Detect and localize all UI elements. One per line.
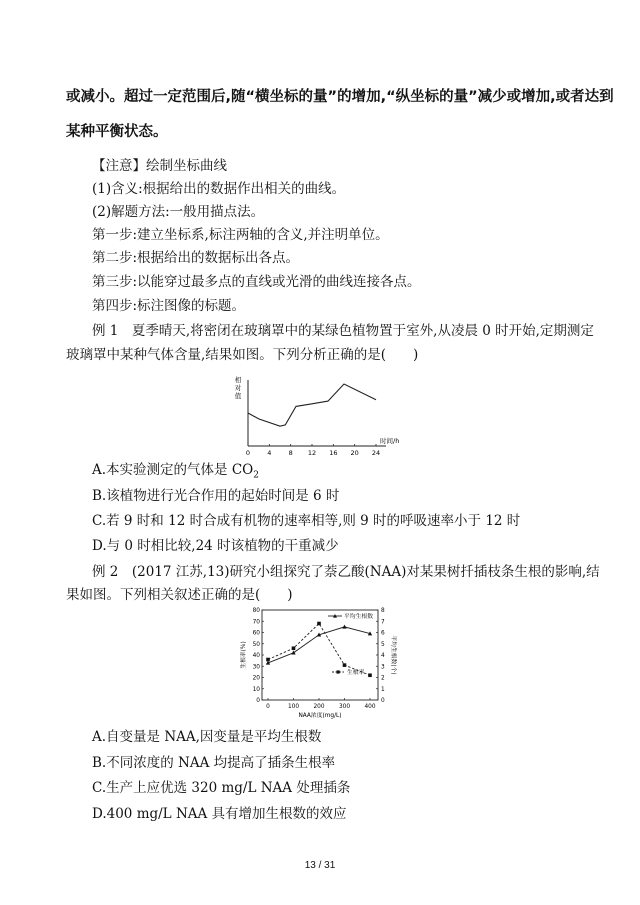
data-point-square <box>317 622 321 626</box>
step-2: 第二步:根据给出的数据标出各点。 <box>92 250 300 266</box>
series-line-1 <box>268 627 370 663</box>
y2-tick-label: 1 <box>381 686 385 693</box>
x-axis-label: 时间/h <box>380 437 400 445</box>
y-tick-label: 70 <box>252 619 260 626</box>
example1-line-1: 例 1 夏季晴天,将密闭在玻璃罩中的某绿色植物置于室外,从凌晨 0 时开始,定期测定 <box>92 323 594 339</box>
y-tick-label: 60 <box>252 630 260 637</box>
y2-tick-label: 4 <box>381 653 385 659</box>
x-tick-label: 4 <box>267 449 272 457</box>
x-tick-label: 300 <box>338 704 351 710</box>
y-axis-label-char: 对 <box>234 384 242 392</box>
x-tick-label: 16 <box>329 449 338 457</box>
y-tick-label: 40 <box>252 653 260 659</box>
y2-tick-label: 5 <box>381 641 385 648</box>
x-tick-label: 20 <box>350 449 359 457</box>
step-1: 第一步:建立坐标系,标注两轴的含义,并注明单位。 <box>92 227 389 243</box>
y-axis-label-char: 值 <box>234 392 242 400</box>
x-axis-label: NAA浓度(mg/L) <box>298 713 342 719</box>
example1-line-2: 玻璃罩中某种气体含量,结果如图。下列分析正确的是( ) <box>66 347 419 363</box>
data-point-square <box>292 646 296 650</box>
series-line-2 <box>268 624 370 676</box>
example2-option-d: D.400 mg/L NAA 具有增加生根数的效应 <box>92 806 347 822</box>
y2-tick-label: 3 <box>381 664 385 671</box>
x-tick-label: 12 <box>307 449 317 457</box>
example2-line-2: 果如图。下列相关叙述正确的是( ) <box>66 587 293 603</box>
series-line <box>248 384 376 426</box>
legend-label-1: 平均生根数 <box>344 614 373 620</box>
data-point-triangle <box>342 625 346 629</box>
x-tick-label: 200 <box>313 704 325 710</box>
x-tick-label: 400 <box>364 704 376 710</box>
y-tick-label: 30 <box>252 664 260 671</box>
y2-tick-label: 8 <box>381 608 385 614</box>
x-tick-label: 0 <box>266 704 270 710</box>
intro-line-2: 某种平衡状态。 <box>66 124 168 140</box>
data-point-square <box>368 673 372 677</box>
y-tick-label: 80 <box>252 608 260 614</box>
gas-content-chart <box>228 374 400 460</box>
x-tick-label: 0 <box>245 449 251 457</box>
data-point-square <box>343 663 347 667</box>
intro-line-1: 或减小。超过一定范围后,随“横坐标的量”的增加,“纵坐标的量”减少或增加,或者达到 <box>66 89 614 105</box>
naa-rooting-chart <box>236 604 406 722</box>
co2-subscript: 2 <box>253 470 259 481</box>
example1-option-c: C.若 9 时和 12 时合成有机物的速率相等,则 9 时的呼吸速率小于 12 时 <box>92 513 521 529</box>
example2-line-1: 例 2 (2017 江苏,13)研究小组探究了萘乙酸(NAA)对某果树扦插枝条生根的影响,结 <box>92 564 600 580</box>
y2-tick-label: 2 <box>381 675 385 682</box>
example2-option-a: A.自变量是 NAA,因变量是平均生根数 <box>92 729 322 745</box>
example1-option-a <box>92 461 259 485</box>
y2-axis-label: 平均生根数(个) <box>390 635 396 675</box>
legend-marker-square <box>337 670 340 673</box>
x-tick-label: 8 <box>288 449 293 457</box>
y2-tick-label: 7 <box>381 619 385 626</box>
y-tick-label: 20 <box>252 675 260 682</box>
data-point-triangle <box>291 651 295 655</box>
legend-label-2: 生根率 <box>347 670 365 676</box>
y2-tick-label: 0 <box>381 698 385 704</box>
y-tick-label: 50 <box>252 641 260 648</box>
meaning-line: (1)含义:根据给出的数据作出相关的曲线。 <box>92 181 346 197</box>
y-axis-label: 生根率(%) <box>241 641 247 669</box>
step-4: 第四步:标注图像的标题。 <box>92 298 246 314</box>
note-title: 【注意】绘制坐标曲线 <box>92 158 227 174</box>
method-line: (2)解题方法:一般用描点法。 <box>92 204 265 220</box>
example1-option-b: B.该植物进行光合作用的起始时间是 6 时 <box>92 488 340 504</box>
example2-option-c: C.生产上应优选 320 mg/L NAA 处理插条 <box>92 780 351 796</box>
y-tick-label: 0 <box>256 698 260 704</box>
y-axis-label-char: 相 <box>234 376 242 384</box>
step-3: 第三步:以能穿过最多点的直线或光滑的曲线连接各点。 <box>92 274 421 290</box>
example1-option-d: D.与 0 时相比较,24 时该植物的干重减少 <box>92 538 339 554</box>
option-a-text: A.本实验测定的气体是 CO <box>92 462 254 478</box>
x-tick-label: 24 <box>371 449 381 457</box>
page-number: 13 / 31 <box>304 860 336 871</box>
y2-tick-label: 6 <box>381 630 385 637</box>
example2-option-b: B.不同浓度的 NAA 均提高了插条生根率 <box>92 755 336 771</box>
data-point-square <box>266 658 270 662</box>
x-tick-label: 100 <box>287 704 300 710</box>
y-tick-label: 10 <box>252 686 260 693</box>
